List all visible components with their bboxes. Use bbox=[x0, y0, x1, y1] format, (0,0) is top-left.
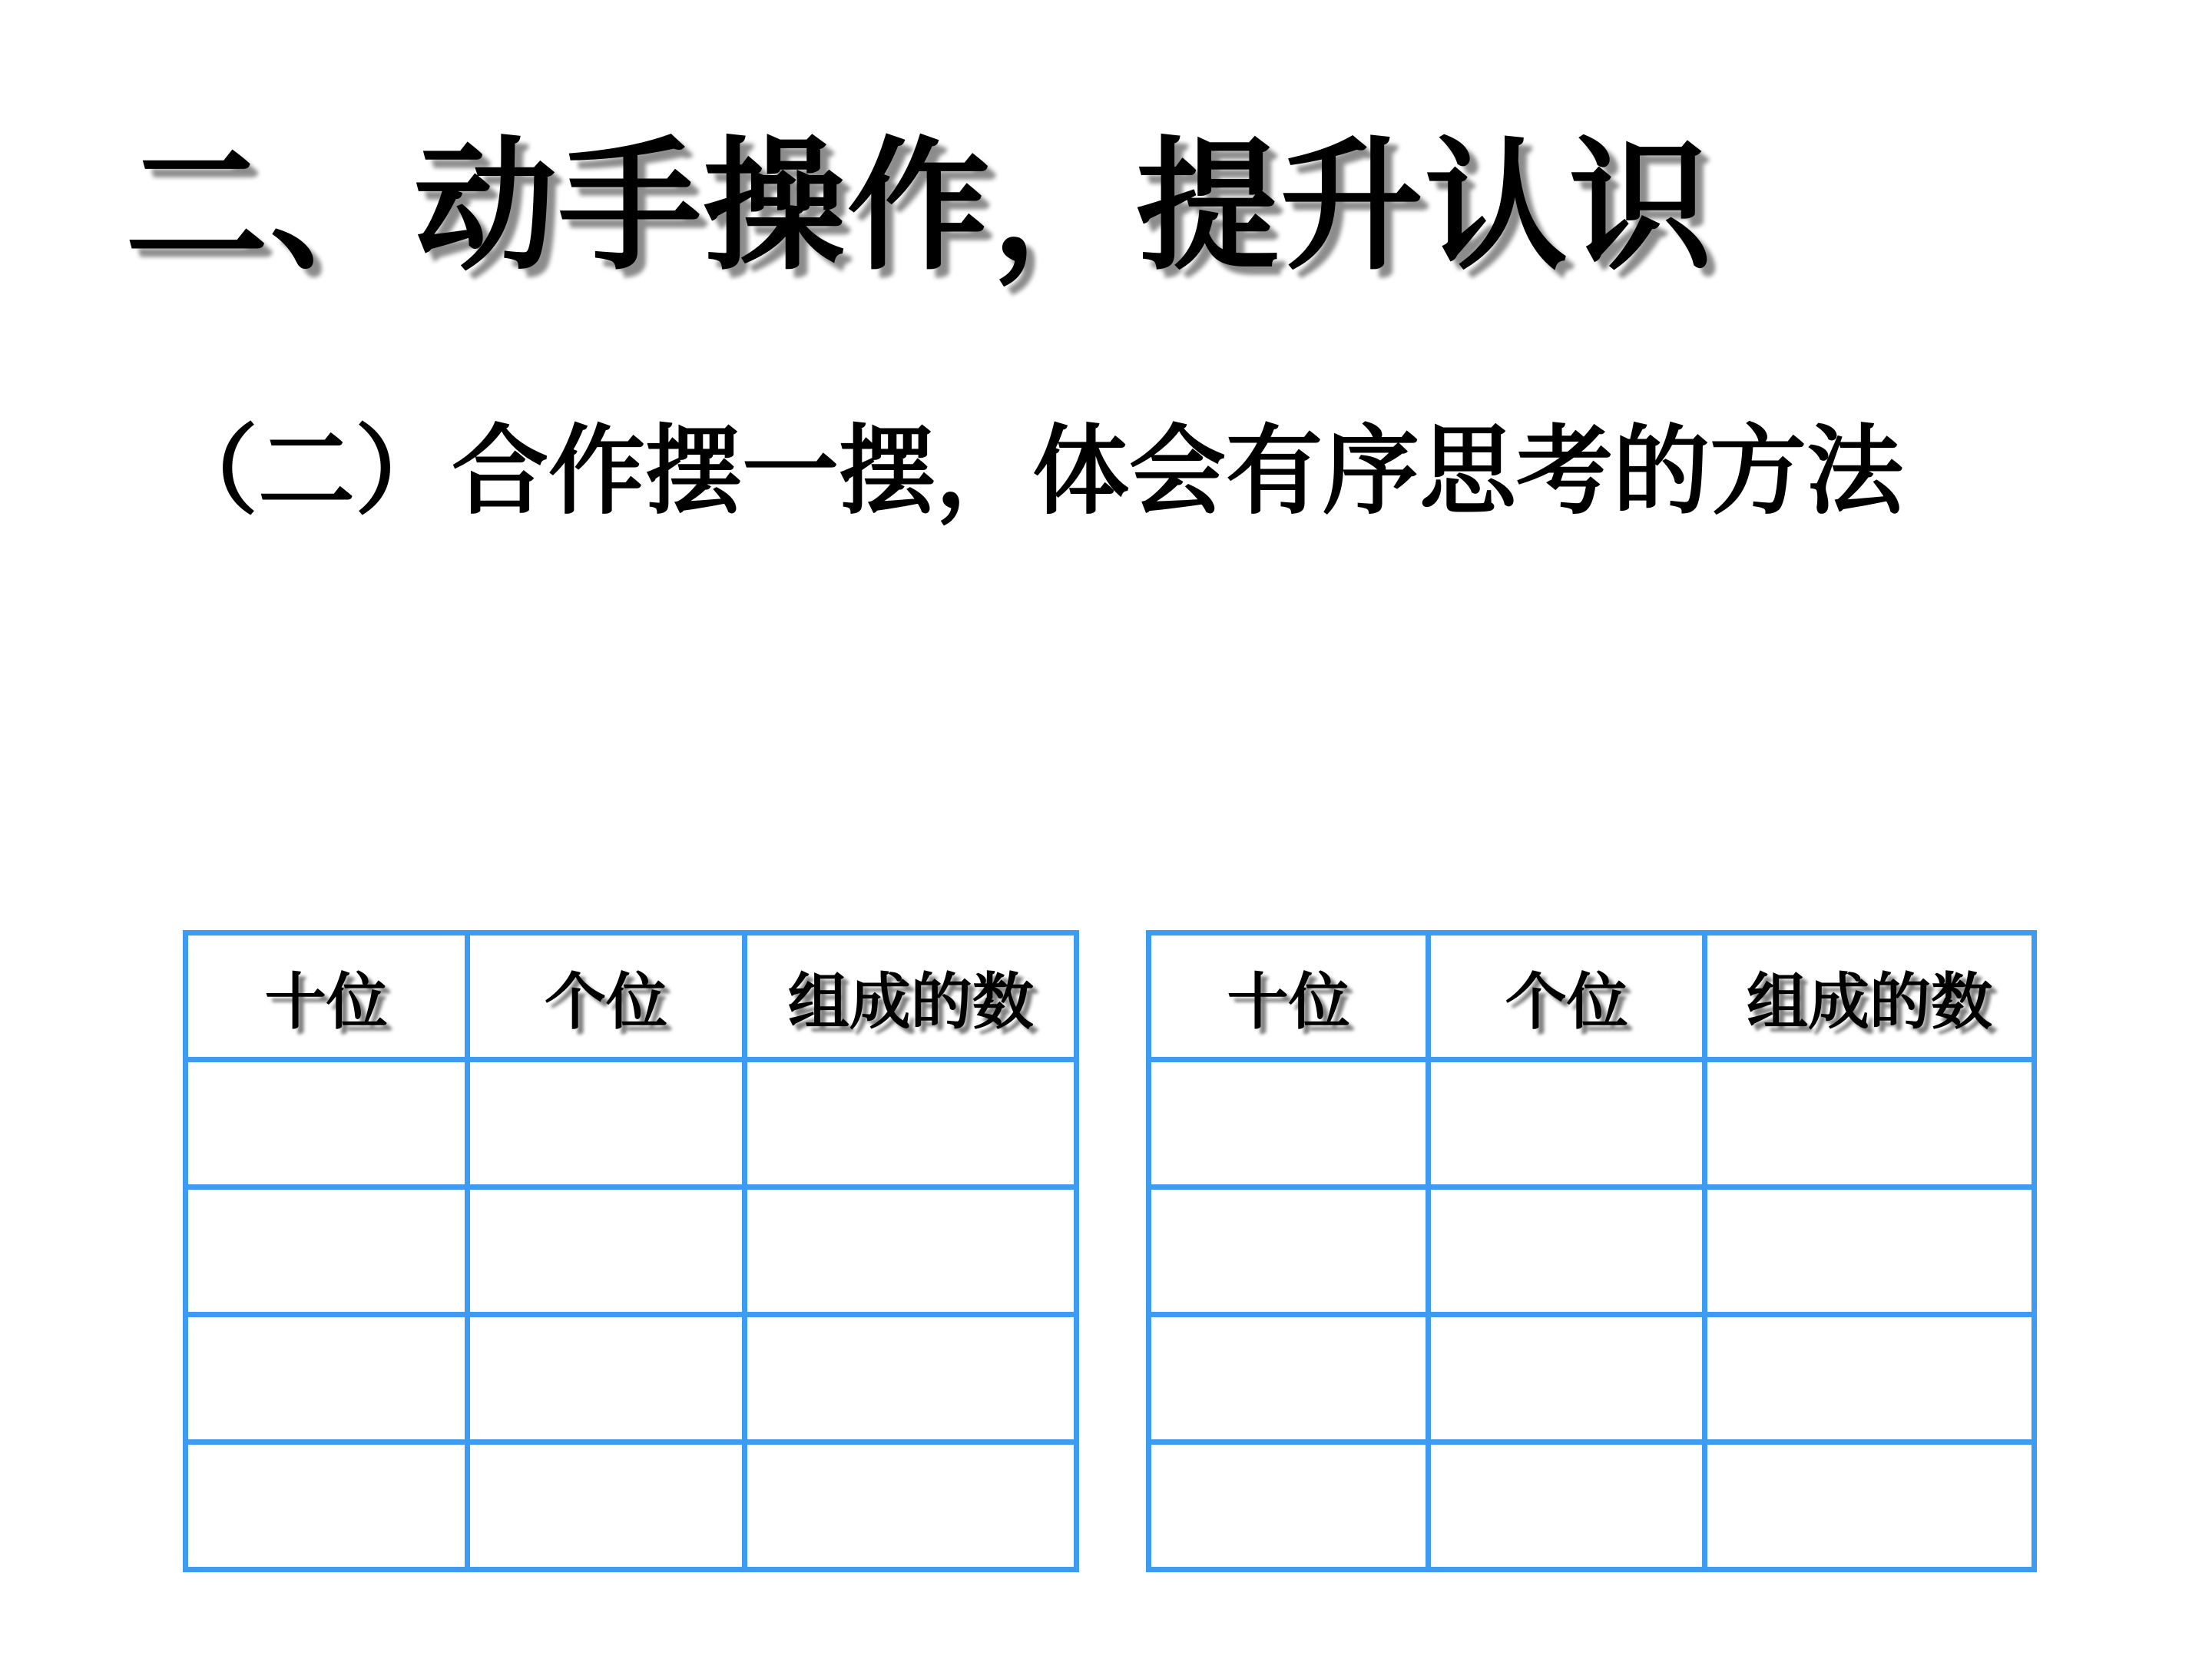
column-header-tens-place: 十位 bbox=[1149, 933, 1429, 1060]
composition-table-right bbox=[1146, 930, 2037, 1572]
empty-cell bbox=[186, 1315, 468, 1442]
column-header-composed-number: 组成的数 bbox=[745, 933, 1077, 1060]
column-header-tens-place: 十位 bbox=[186, 933, 468, 1060]
empty-cell bbox=[1705, 1060, 2035, 1187]
table-row bbox=[1149, 1187, 2035, 1315]
empty-cell bbox=[1429, 1060, 1705, 1187]
empty-cell bbox=[1429, 1315, 1705, 1442]
empty-cell bbox=[1149, 1187, 1429, 1315]
empty-cell bbox=[1149, 1442, 1429, 1570]
composition-table-left bbox=[183, 930, 1079, 1572]
empty-cell bbox=[467, 1187, 745, 1315]
table-row bbox=[1149, 1315, 2035, 1442]
column-header-ones-place: 个位 bbox=[1429, 933, 1705, 1060]
empty-cell bbox=[1705, 1315, 2035, 1442]
empty-cell bbox=[1705, 1442, 2035, 1570]
table-row bbox=[186, 1187, 1077, 1315]
column-header-composed-number: 组成的数 bbox=[1705, 933, 2035, 1060]
empty-cell bbox=[745, 1187, 1077, 1315]
slide-subtitle: （二）合作摆一摆，体会有序思考的方法 bbox=[161, 419, 1903, 526]
slide-title: 二、动手操作，提升认识 bbox=[125, 129, 1714, 287]
table-header-row bbox=[1149, 933, 2035, 1060]
table-row bbox=[186, 1315, 1077, 1442]
empty-cell bbox=[1149, 1315, 1429, 1442]
empty-cell bbox=[1429, 1187, 1705, 1315]
column-header-ones-place: 个位 bbox=[467, 933, 745, 1060]
empty-cell bbox=[186, 1187, 468, 1315]
empty-cell bbox=[745, 1060, 1077, 1187]
empty-cell bbox=[745, 1315, 1077, 1442]
table-row bbox=[186, 1060, 1077, 1187]
empty-cell bbox=[186, 1442, 468, 1570]
empty-cell bbox=[467, 1315, 745, 1442]
empty-cell bbox=[1149, 1060, 1429, 1187]
table-header-row bbox=[186, 933, 1077, 1060]
table-row bbox=[186, 1442, 1077, 1570]
empty-cell bbox=[186, 1060, 468, 1187]
table-row bbox=[1149, 1442, 2035, 1570]
table-row bbox=[1149, 1060, 2035, 1187]
empty-cell bbox=[1705, 1187, 2035, 1315]
empty-cell bbox=[467, 1442, 745, 1570]
empty-cell bbox=[745, 1442, 1077, 1570]
empty-cell bbox=[1429, 1442, 1705, 1570]
empty-cell bbox=[467, 1060, 745, 1187]
